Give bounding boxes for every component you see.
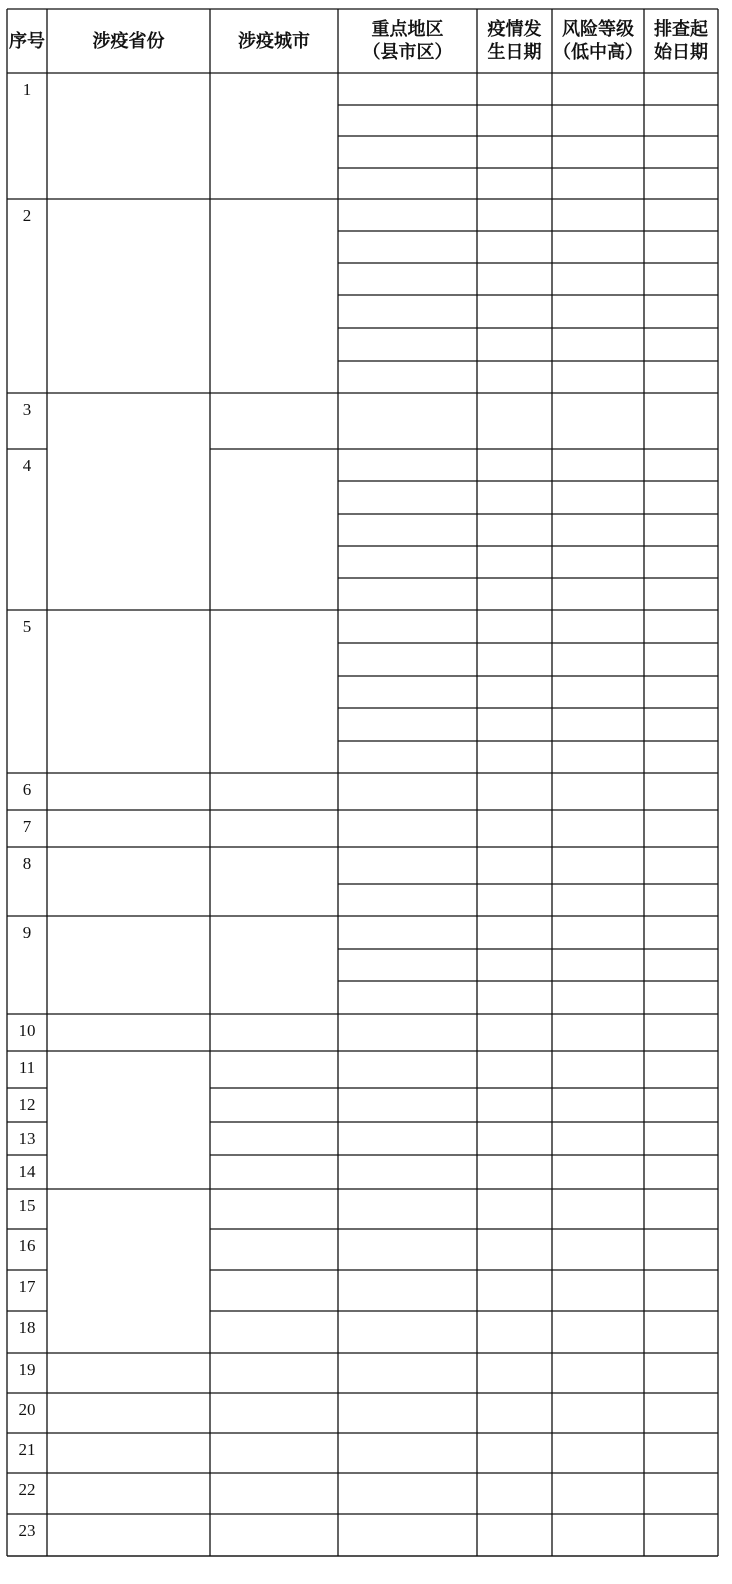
- header-province: 涉疫省份: [92, 30, 165, 52]
- header-trace-start: 排查起 始日期: [654, 19, 708, 63]
- header-no: 序号: [9, 30, 45, 52]
- cell-serial-no: 11: [18, 1058, 36, 1077]
- header-outbreak-date: 疫情发 生日期: [487, 19, 542, 63]
- cell-serial-no: 14: [18, 1162, 36, 1181]
- cell-serial-no: 13: [18, 1129, 36, 1148]
- cell-serial-no: 21: [18, 1440, 36, 1459]
- cell-serial-no: 5: [22, 617, 32, 636]
- cell-serial-no: 9: [22, 923, 32, 942]
- cell-serial-no: 7: [22, 817, 32, 836]
- cell-serial-no: 2: [22, 206, 32, 225]
- cell-serial-no: 22: [18, 1480, 36, 1499]
- header-city: 涉疫城市: [238, 30, 310, 52]
- cell-serial-no: 1: [22, 80, 32, 99]
- cell-serial-no: 15: [18, 1196, 36, 1215]
- cell-serial-no: 4: [22, 456, 32, 475]
- cell-serial-no: 8: [22, 854, 32, 873]
- cell-serial-no: 23: [18, 1521, 36, 1540]
- cell-serial-no: 19: [18, 1360, 36, 1379]
- cell-serial-no: 16: [18, 1236, 36, 1255]
- header-area: 重点地区 （县市区）: [362, 19, 453, 63]
- cell-serial-no: 20: [18, 1400, 36, 1419]
- cell-serial-no: 18: [18, 1318, 36, 1337]
- cell-serial-no: 3: [22, 400, 32, 419]
- header-risk-level: 风险等级 （低中高）: [553, 19, 643, 63]
- cell-serial-no: 17: [18, 1277, 36, 1296]
- cell-serial-no: 10: [18, 1021, 36, 1040]
- cell-serial-no: 6: [22, 780, 32, 799]
- cell-serial-no: 12: [18, 1095, 36, 1114]
